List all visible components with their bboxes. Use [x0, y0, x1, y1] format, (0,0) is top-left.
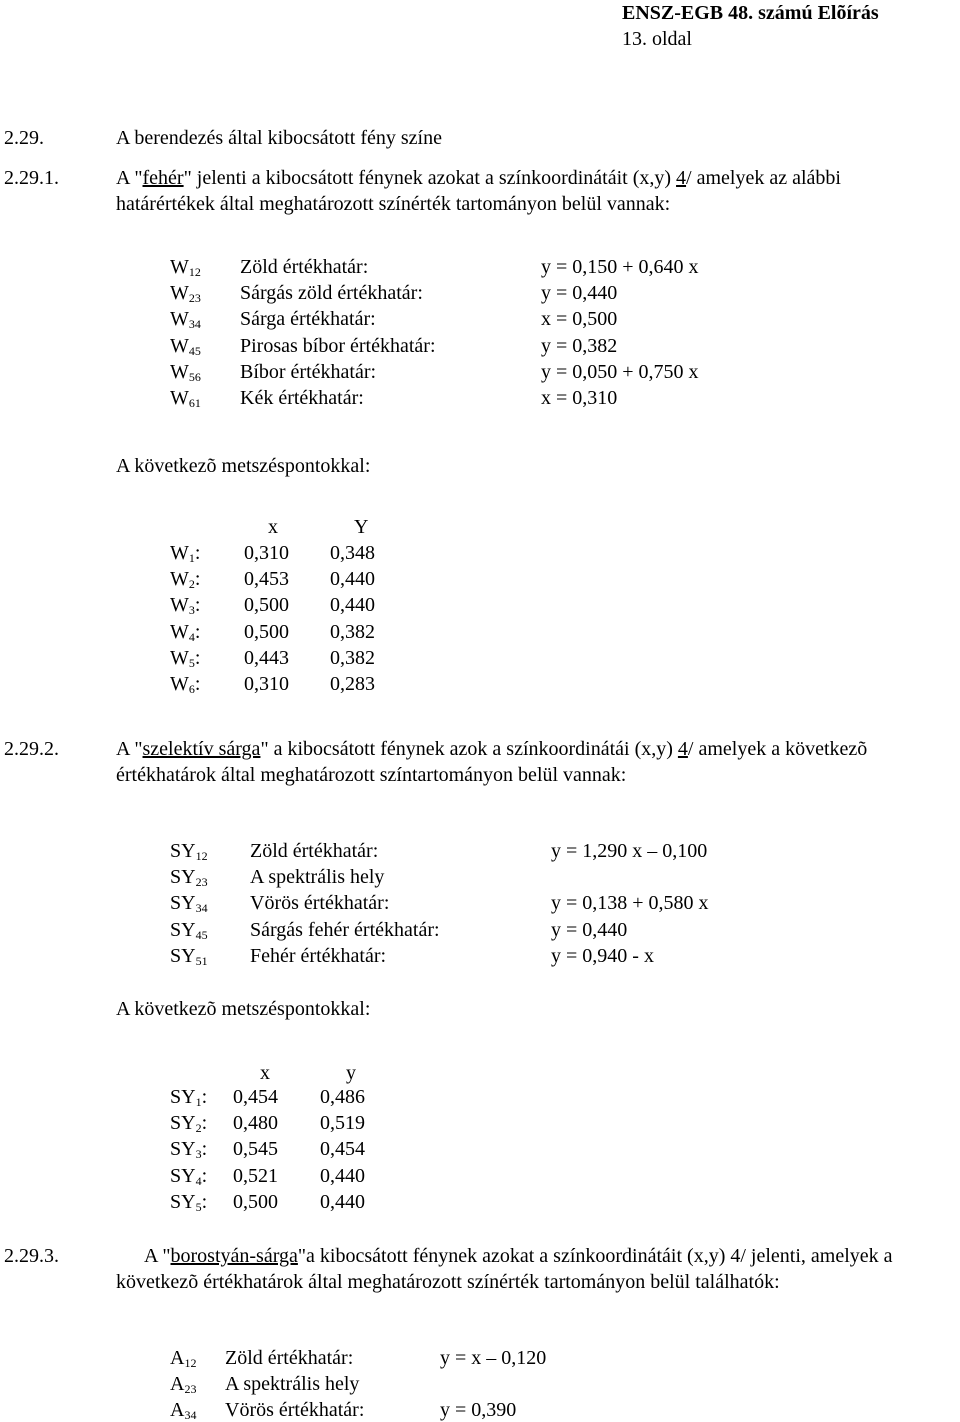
point-y: 0,382 [330, 646, 375, 669]
boundary-name: Vörös értékhatár: [250, 892, 390, 915]
boundary-symbol: $SY_{45}$ [170, 918, 208, 942]
boundary-equation: x = 0,500 [541, 308, 618, 331]
boundary-equation: y = 0,390 [440, 1399, 517, 1422]
point-y: 0,454 [320, 1138, 365, 1161]
point-x: 0,500 [244, 594, 289, 617]
document-title: ENSZ-EGB 48. számú Elõírás [622, 2, 879, 24]
boundary-symbol: $W_{23}$ [170, 282, 201, 306]
point-x: 0,521 [233, 1164, 278, 1187]
boundary-name: Zöld értékhatár: [250, 840, 379, 862]
page-number: 13. oldal [622, 28, 692, 50]
point-label: $W_2$: [170, 568, 201, 592]
section-number: 2.29.3. [4, 1245, 59, 1267]
section-number: 2.29.1. [4, 167, 59, 189]
point-x: 0,310 [244, 673, 289, 695]
boundary-name: A spektrális hely [225, 1373, 360, 1396]
column-header-x: x [268, 516, 278, 538]
point-label: $W_3$: [170, 594, 201, 618]
paragraph-line: határértékek által meghatározott színérték tartományon belül vannak: [116, 193, 671, 215]
boundary-name: Vörös értékhatár: [225, 1399, 365, 1422]
boundary-equation: y = x – 0,120 [440, 1347, 547, 1369]
point-label: $W_6$: [170, 673, 201, 696]
point-x: 0,500 [244, 620, 289, 643]
point-y: 0,440 [320, 1190, 365, 1213]
boundary-equation: y = 0,150 + 0,640 x [541, 256, 699, 278]
point-label: $W_1$: [170, 542, 201, 565]
boundary-equation: y = 0,138 + 0,580 x [551, 892, 709, 915]
boundary-equation: y = 0,382 [541, 334, 618, 357]
point-x: 0,453 [244, 568, 289, 591]
boundary-symbol: $W_{45}$ [170, 334, 201, 358]
boundary-equation: x = 0,310 [541, 387, 618, 409]
point-y: 0,440 [330, 594, 375, 617]
point-x: 0,545 [233, 1138, 278, 1161]
boundary-name: Zöld értékhatár: [240, 256, 369, 278]
point-label: $SY_2$: [170, 1112, 208, 1136]
boundary-name: Sárgás fehér értékhatár: [250, 918, 440, 941]
boundary-symbol: $SY_{51}$ [170, 944, 208, 968]
boundary-symbol: $SY_{23}$ [170, 866, 208, 890]
boundary-name: Pirosas bíbor értékhatár: [240, 334, 436, 357]
section-number: 2.29.2. [4, 738, 59, 760]
point-x: 0,500 [233, 1190, 278, 1213]
boundary-equation: y = 1,290 x – 0,100 [551, 840, 708, 862]
boundary-name: Sárga értékhatár: [240, 308, 376, 331]
boundary-symbol: $A_{23}$ [170, 1373, 197, 1397]
point-y: 0,486 [320, 1086, 365, 1108]
boundary-equation: y = 0,050 + 0,750 x [541, 360, 699, 383]
point-x: 0,480 [233, 1112, 278, 1135]
point-y: 0,283 [330, 673, 375, 695]
point-x: 0,443 [244, 646, 289, 669]
intersection-label: A következõ metszéspontokkal: [116, 998, 371, 1020]
boundary-symbol: $W_{56}$ [170, 360, 201, 384]
boundary-name: Kék értékhatár: [240, 387, 364, 409]
point-label: $SY_5$: [170, 1190, 208, 1214]
point-y: 0,440 [320, 1164, 365, 1187]
intersection-label: A következõ metszéspontokkal: [116, 455, 371, 477]
boundary-symbol: $W_{34}$ [170, 308, 201, 332]
point-label: $W_5$: [170, 646, 201, 670]
point-y: 0,519 [320, 1112, 365, 1135]
point-y: 0,440 [330, 568, 375, 591]
boundary-name: Sárgás zöld értékhatár: [240, 282, 423, 305]
point-label: $SY_4$: [170, 1164, 208, 1188]
boundary-equation: y = 0,440 [541, 282, 618, 305]
section-number: 2.29. [4, 127, 44, 149]
boundary-name: Fehér értékhatár: [250, 944, 387, 967]
boundary-symbol: $A_{34}$ [170, 1399, 197, 1422]
boundary-name: A spektrális hely [250, 866, 385, 889]
boundary-symbol: $W_{61}$ [170, 387, 201, 410]
column-header-x: x [260, 1062, 270, 1084]
boundary-symbol: $A_{12}$ [170, 1347, 197, 1370]
boundary-symbol: $W_{12}$ [170, 256, 201, 279]
section-title: A berendezés által kibocsátott fény színe [116, 127, 442, 149]
paragraph-line: A "fehér" jelenti a kibocsátott fénynek azokat a színkoordinátáit (x,y) 4/ amelyek az alábbi [116, 167, 841, 189]
paragraph-line: A "borostyán-sárga"a kibocsátott fénynek azokat a színkoordinátáit (x,y) 4/ jelenti, amelyek a [144, 1245, 893, 1267]
boundary-equation: y = 0,940 - x [551, 944, 654, 967]
boundary-symbol: $SY_{12}$ [170, 840, 208, 863]
boundary-name: Zöld értékhatár: [225, 1347, 354, 1369]
paragraph-line: A "szelektív sárga" a kibocsátott fénynek azok a színkoordinátái (x,y) 4/ amelyek a következõ [116, 738, 868, 760]
point-x: 0,310 [244, 542, 289, 564]
boundary-equation: y = 0,440 [551, 918, 628, 941]
point-y: 0,348 [330, 542, 375, 564]
paragraph-line: következõ értékhatárok által meghatározott színérték tartományon belül találhatók: [116, 1271, 780, 1293]
boundary-name: Bíbor értékhatár: [240, 360, 377, 383]
point-x: 0,454 [233, 1086, 278, 1108]
point-label: $SY_1$: [170, 1086, 208, 1109]
boundary-symbol: $SY_{34}$ [170, 892, 208, 916]
paragraph-line: értékhatárok által meghatározott színtartományon belül vannak: [116, 764, 627, 786]
column-header-y: y [346, 1062, 356, 1084]
point-label: $W_4$: [170, 620, 201, 644]
point-label: $SY_3$: [170, 1138, 208, 1162]
point-y: 0,382 [330, 620, 375, 643]
column-header-y: Y [354, 516, 369, 538]
